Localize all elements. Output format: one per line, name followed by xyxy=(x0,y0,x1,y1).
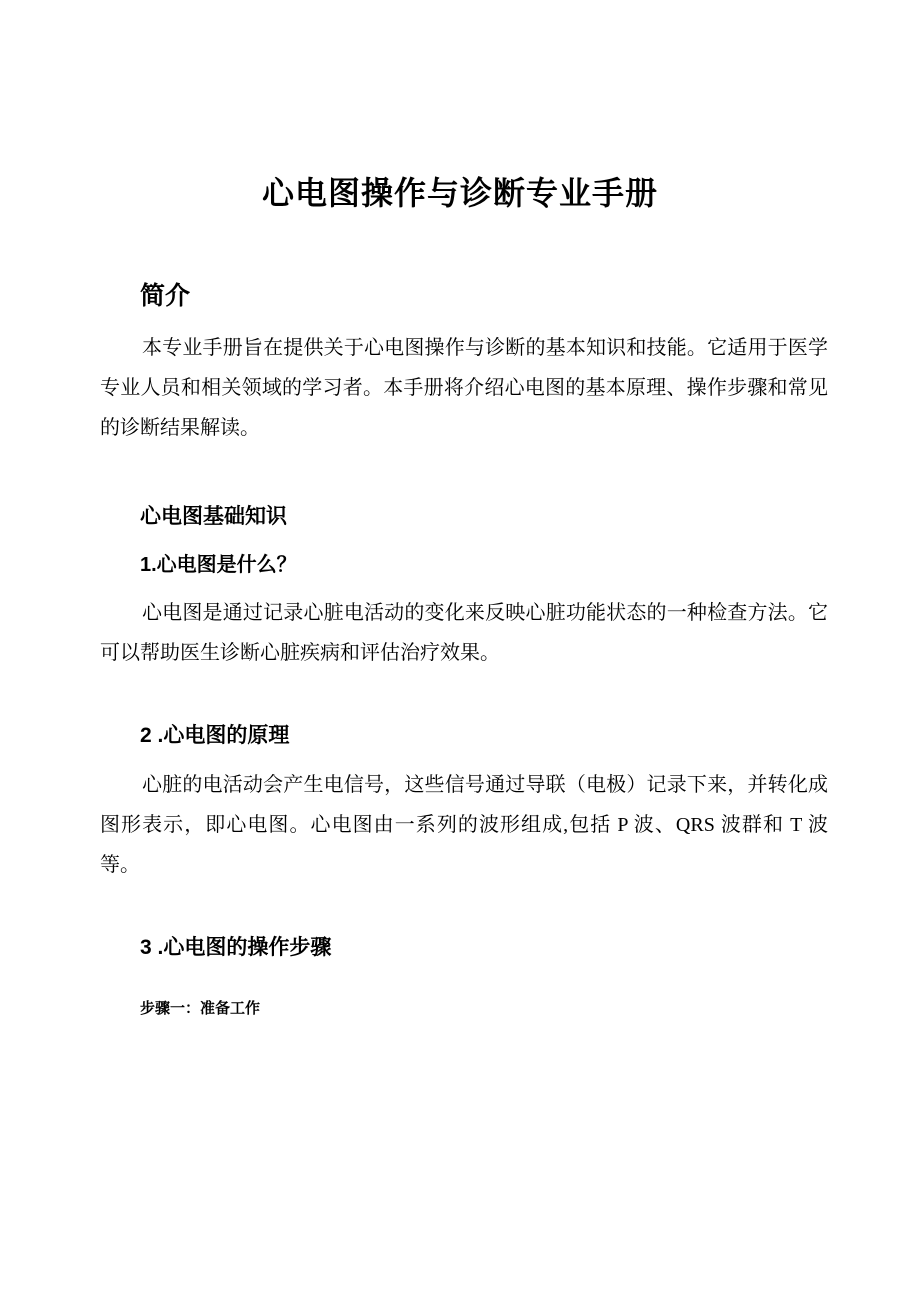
section-heading-basics: 心电图基础知识 xyxy=(140,505,287,528)
subsection-heading-steps: 3 .心电图的操作步骤 xyxy=(140,936,332,959)
page-title: 心电图操作与诊断专业手册 xyxy=(261,175,658,211)
section-heading-intro: 简介 xyxy=(140,282,191,310)
subsection-heading-principle: 2 .心电图的原理 xyxy=(140,724,290,747)
paragraph-intro: 本专业手册旨在提供关于心电图操作与诊断的基本知识和技能。它适用于医学专业人员和相关领域的学习者。本手册将介绍心电图的基本原理、操作步骤和常见的诊断结果解读。 xyxy=(100,337,828,439)
paragraph-principle: 心脏的电活动会产生电信号，这些信号通过导联（电极）记录下来，并转化成图形表示，即心电图。心电图由一系列的波形组成,包括 P 波、QRS 波群和 T 波等。 xyxy=(100,774,828,876)
step-heading-preparation: 步骤一：准备工作 xyxy=(140,1000,261,1017)
subsection-heading-what-is-ecg: 1.心电图是什么？ xyxy=(140,554,297,576)
paragraph-what-is-ecg: 心电图是通过记录心脏电活动的变化来反映心脏功能状态的一种检查方法。它可以帮助医生诊断心脏疾病和评估治疗效果。 xyxy=(100,602,828,664)
